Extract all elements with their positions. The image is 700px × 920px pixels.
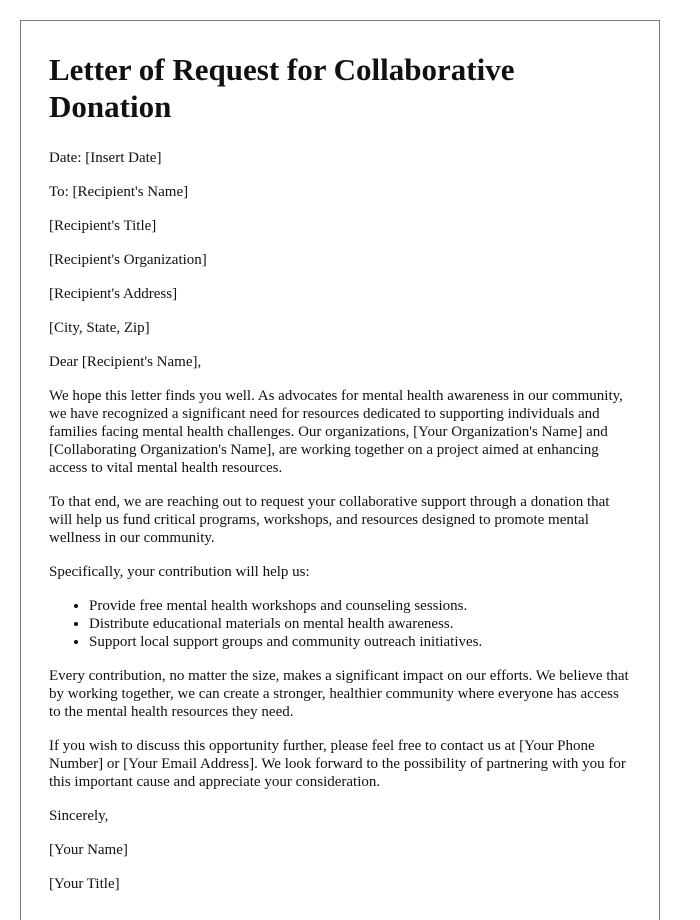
recipient-name-line: To: [Recipient's Name] <box>49 184 189 200</box>
request-paragraph: To that end, we are reaching out to request your collaborative support through a donation that will help us fund critical programs, workshops, and resources designed to promote mental wellness in our community. <box>49 494 610 546</box>
city-state-zip-line: [City, State, Zip] <box>49 320 150 336</box>
impact-paragraph: Every contribution, no matter the size, makes a significant impact on our efforts. We believe that by working together, we can create a stronger, healthier community where everyone has access to the mental health resources they need. <box>49 668 629 720</box>
signature-name: [Your Name] <box>49 842 128 858</box>
contact-paragraph: If you wish to discuss this opportunity further, please feel free to contact us at [Your Phone Number] or [Your Email Address]. We look forward to the possibility of partnering with you for this important cause and appreciate your consideration. <box>49 738 626 790</box>
salutation: Dear [Recipient's Name], <box>49 354 202 370</box>
list-item: • Support local support groups and community outreach initiatives. <box>89 633 633 651</box>
recipient-title-line: [Recipient's Title] <box>49 218 157 234</box>
recipient-organization-line: [Recipient's Organization] <box>49 252 207 268</box>
intro-paragraph: We hope this letter finds you well. As advocates for mental health awareness in our community, we have recognized a significant need for resources dedicated to supporting individuals and families facing mental health challenges. Our organizations, [Your Organization's Name] and [Collaborating Organization's Name], are working together on a project aimed at enhancing access to vital mental health resources. <box>49 388 623 476</box>
signature-title: [Your Title] <box>49 876 120 892</box>
letter-page <box>20 20 660 920</box>
recipient-address-line: [Recipient's Address] <box>49 286 178 302</box>
contribution-intro: Specifically, your contribution will help us: <box>49 564 310 580</box>
letter-content <box>49 51 633 909</box>
contribution-list <box>49 597 633 651</box>
list-item: • Distribute educational materials on mental health awareness. <box>89 615 633 633</box>
date-line: Date: [Insert Date] <box>49 150 162 166</box>
signoff: Sincerely, <box>49 808 109 824</box>
list-item: • Provide free mental health workshops and counseling sessions. <box>89 597 633 615</box>
letter-title: Letter of Request for Collaborative Donation <box>49 52 515 124</box>
